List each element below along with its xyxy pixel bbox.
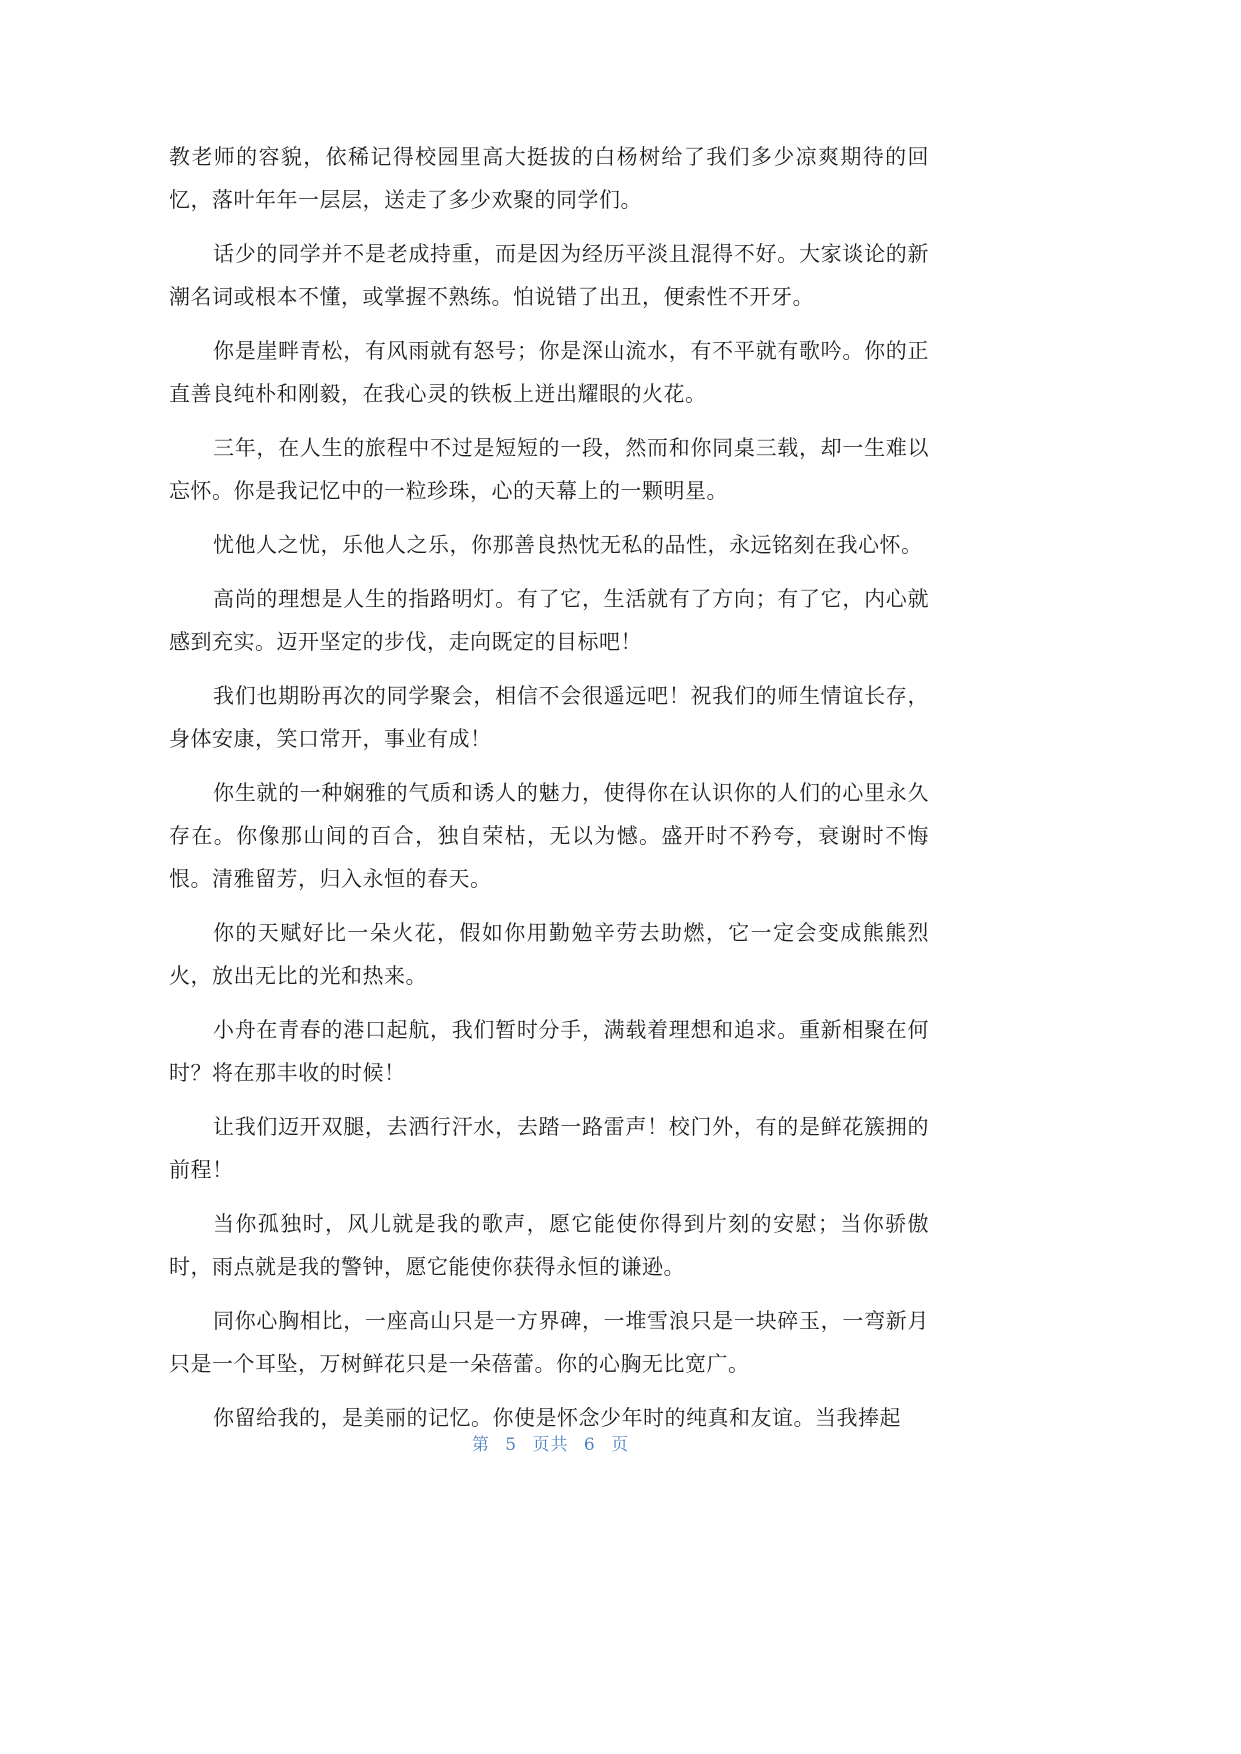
total-pages-number: 6 [583, 1435, 596, 1455]
paragraph: 三年，在人生的旅程中不过是短短的一段，然而和你同桌三载，却一生难以忘怀。你是我记忆中的一粒珍珠，心的天幕上的一颗明星。 [169, 436, 929, 503]
paragraph: 忧他人之忧，乐他人之乐，你那善良热忱无私的品性，永远铭刻在我心怀。 [213, 533, 923, 557]
paragraph: 我们也期盼再次的同学聚会，相信不会很遥远吧！祝我们的师生情谊长存，身体安康，笑口常开，事业有成！ [169, 684, 929, 751]
paragraph: 同你心胸相比，一座高山只是一方界碑，一堆雪浪只是一块碎玉，一弯新月只是一个耳坠，万树鲜花只是一朵蓓蕾。你的心胸无比宽广。 [169, 1309, 929, 1376]
paragraph: 小舟在青春的港口起航，我们暂时分手，满载着理想和追求。重新相聚在何时？将在那丰收的时候！ [169, 1018, 929, 1085]
paragraph: 你留给我的，是美丽的记忆。你使是怀念少年时的纯真和友谊。当我捧起 [213, 1406, 901, 1430]
document-body [169, 136, 929, 1451]
footer-suffix: 页 [611, 1435, 630, 1455]
paragraph: 话少的同学并不是老成持重，而是因为经历平淡且混得不好。大家谈论的新潮名词或根本不懂，或掌握不熟练。怕说错了出丑，便索性不开牙。 [169, 242, 929, 309]
paragraph: 当你孤独时，风儿就是我的歌声，愿它能使你得到片刻的安慰；当你骄傲时，雨点就是我的警钟，愿它能使你获得永恒的谦逊。 [169, 1212, 929, 1279]
footer-prefix: 第 [471, 1435, 490, 1455]
current-page-number: 5 [505, 1435, 518, 1455]
paragraph: 你是崖畔青松，有风雨就有怒号；你是深山流水，有不平就有歌吟。你的正直善良纯朴和刚毅，在我心灵的铁板上迸出耀眼的火花。 [169, 339, 929, 406]
paragraph: 你的天赋好比一朵火花，假如你用勤勉辛劳去助燃，它一定会变成熊熊烈火，放出无比的光和热来。 [169, 921, 929, 988]
paragraph: 教老师的容貌，依稀记得校园里高大挺拔的白杨树给了我们多少凉爽期待的回忆，落叶年年一层层，送走了多少欢聚的同学们。 [169, 145, 929, 212]
paragraph: 让我们迈开双腿，去洒行汗水，去踏一路雷声！校门外，有的是鲜花簇拥的前程！ [169, 1115, 929, 1182]
paragraph: 你生就的一种娴雅的气质和诱人的魅力，使得你在认识你的人们的心里永久存在。你像那山间的百合，独自荣枯，无以为憾。盛开时不矜夸，衰谢时不悔恨。清雅留芳，归入永恒的春天。 [169, 781, 929, 891]
page-footer [0, 1430, 1101, 1455]
footer-middle: 页共 [532, 1435, 569, 1455]
paragraph: 高尚的理想是人生的指路明灯。有了它，生活就有了方向；有了它，内心就感到充实。迈开坚定的步伐，走向既定的目标吧！ [169, 587, 929, 654]
